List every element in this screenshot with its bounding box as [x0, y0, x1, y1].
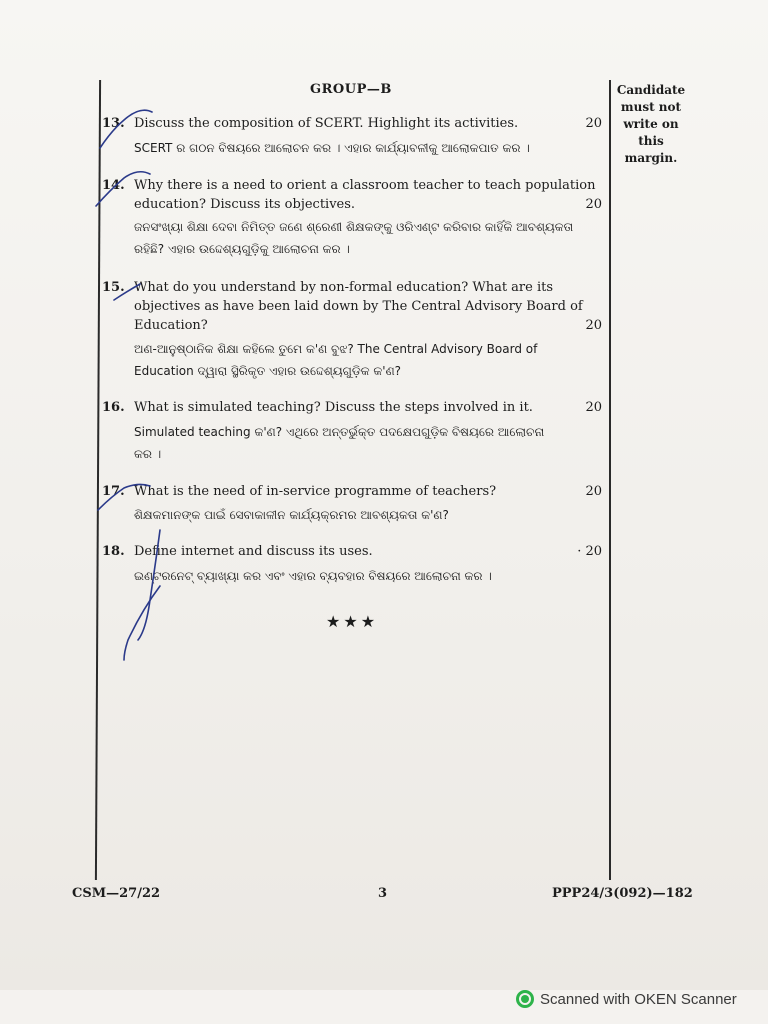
right-margin-rule: [609, 80, 611, 880]
question-text: [102, 316, 602, 335]
footer-code-right: PPP24/3(092)—182: [552, 886, 693, 901]
question-text: Why there is a need to orient a classroom teacher to teach population: [134, 178, 596, 193]
margin-note-line: Candidate: [616, 83, 686, 97]
question-odia-text: ଜନସଂଖ୍ୟା ଶିକ୍ଷା ଦେବା ନିମିତ୍ତ ଜଣେ ଶ୍ରେଣୀ ଶିକ୍ଷକଙ୍କୁ ଓରିଏଣ୍ଟ କରିବାର କାହିଁକି ଆବଶ୍ୟକତା: [134, 220, 574, 234]
scanner-watermark: [516, 990, 737, 1008]
question-odia-text: କର ।: [134, 447, 162, 461]
question-odia-text: ଅଣ-ଆନୁଷ୍ଠାନିକ ଶିକ୍ଷା କହିଲେ ତୁମେ କ'ଣ ବୁଝ? The Central Advisory Board of: [134, 342, 538, 356]
left-margin-rule: [95, 80, 101, 880]
group-title: GROUP—B: [310, 82, 392, 97]
question-odia-text: SCERT ର ଗଠନ ବିଷୟରେ ଆଲୋଚନ କର । ଏହାର କାର୍ଯ୍ୟାବଳୀକୁ ଆଲୋକପାତ କର ।: [134, 141, 530, 155]
question-number: 17.: [102, 484, 125, 499]
question-15: [102, 278, 602, 382]
oken-logo-icon: [516, 990, 534, 1008]
question-text: Define internet and discuss its uses.: [134, 544, 373, 559]
question-marks: 20: [585, 197, 602, 212]
margin-note: [612, 82, 690, 167]
question-number: 16.: [102, 400, 125, 415]
footer-code-left: CSM—27/22: [72, 886, 161, 901]
question-13: [102, 114, 602, 159]
question-18: [102, 542, 602, 587]
question-number: 18.: [102, 544, 125, 559]
question-marks: 20: [585, 400, 602, 415]
question-odia-text: Simulated teaching କ'ଣ? ଏଥିରେ ଅନ୍ତର୍ଭୁକ୍ତ ପଦକ୍ଷେପଗୁଡ଼ିକ ବିଷୟରେ ଆଲୋଚନା: [134, 425, 545, 439]
margin-note-line: this margin.: [624, 134, 678, 165]
question-number: 15.: [102, 280, 125, 295]
question-17: [102, 482, 602, 526]
question-number: 13.: [102, 116, 125, 131]
question-text: [102, 195, 602, 214]
question-text: objectives as have been laid down by The Central Advisory Board of: [134, 299, 583, 314]
question-text-line: Education?: [134, 318, 208, 333]
question-number: 14.: [102, 178, 125, 193]
margin-note-line: write on: [623, 117, 679, 131]
scanner-text: Scanned with OKEN Scanner: [540, 990, 737, 1008]
end-stars: ★★★: [326, 612, 379, 631]
page-number: 3: [378, 886, 388, 901]
question-marks: 20: [585, 318, 602, 333]
question-odia-text: ରହିଛି? ଏହାର ଉଦ୍ଦେଶ୍ୟଗୁଡ଼ିକୁ ଆଲୋଚନା କର ।: [134, 242, 350, 256]
question-odia-text: ଇଣ୍ଟରନେଟ୍ ବ୍ୟାଖ୍ୟା କର ଏବଂ ଏହାର ବ୍ୟବହାର ବିଷୟରେ ଆଲୋଚନା କର ।: [134, 569, 492, 583]
pen-stroke-18: [124, 586, 160, 660]
question-marks: · 20: [577, 544, 602, 559]
question-14: [102, 176, 602, 260]
margin-note-line: must not: [620, 100, 682, 114]
question-text: What do you understand by non-formal education? What are its: [134, 280, 554, 295]
question-marks: 20: [585, 116, 602, 131]
question-odia-text: Education ଦ୍ୱାରା ସ୍ଥିରିକୃତ ଏହାର ଉଦ୍ଦେଶ୍ୟଗୁଡ଼ିକ କ'ଣ?: [134, 364, 402, 378]
question-text-line: education? Discuss its objectives.: [134, 197, 356, 212]
question-odia-text: ଶିକ୍ଷକମାନଙ୍କ ପାଇଁ ସେବାକାଳୀନ କାର୍ଯ୍ୟକ୍ରମର ଆବଶ୍ୟକତା କ'ଣ?: [134, 508, 449, 522]
question-text: What is the need of in-service programme of teachers?: [134, 484, 497, 499]
question-marks: 20: [585, 484, 602, 499]
question-text: Discuss the composition of SCERT. Highlight its activities.: [134, 116, 519, 131]
question-16: [102, 398, 602, 465]
question-text: What is simulated teaching? Discuss the steps involved in it.: [134, 400, 533, 415]
